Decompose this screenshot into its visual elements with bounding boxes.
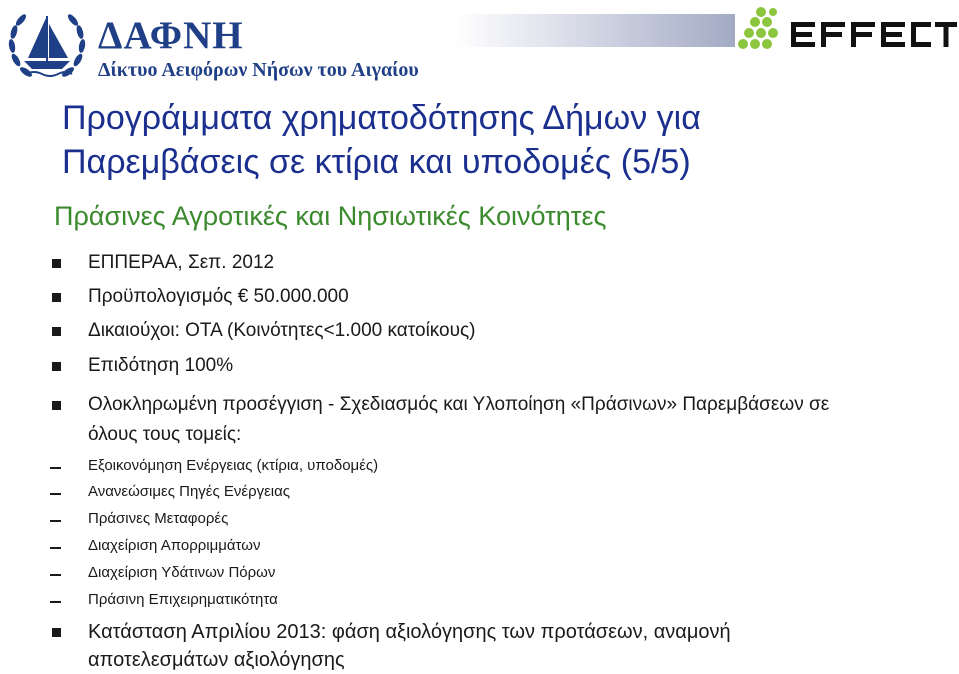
- dash-bullet-icon: [50, 467, 61, 469]
- effect-logo: [735, 4, 957, 58]
- list-item: Δικαιούχοι: ΟΤΑ (Κοινότητες<1.000 κατοίκους): [88, 320, 476, 341]
- list-item: Ολοκληρωμένη προσέγγιση - Σχεδιασμός και Υλοποίηση «Πράσινων» Παρεμβάσεων σε: [88, 394, 830, 415]
- sub-list-item: Διαχείριση Υδάτινων Πόρων: [88, 564, 276, 581]
- status-line: Κατάσταση Απριλίου 2013: φάση αξιολόγησης των προτάσεων, αναμονή: [88, 621, 731, 643]
- sub-list-item: Εξοικονόμηση Ενέργειας (κτίρια, υποδομές): [88, 457, 379, 474]
- list-item: ΕΠΠΕΡΑΑ, Σεπ. 2012: [88, 252, 275, 273]
- list-item: Επιδότηση 100%: [88, 355, 234, 376]
- square-bullet-icon: [52, 259, 61, 268]
- brand-title: ΔΑΦΝΗ: [98, 14, 244, 57]
- slide-title: [62, 96, 942, 184]
- list-item: Προϋπολογισμός € 50.000.000: [88, 286, 349, 307]
- dash-bullet-icon: [50, 520, 61, 522]
- dafni-logo: [6, 8, 454, 84]
- dash-bullet-icon: [50, 493, 61, 495]
- square-bullet-icon: [52, 293, 61, 302]
- square-bullet-icon: [52, 401, 61, 410]
- header: [0, 0, 959, 90]
- sub-list-item: Πράσινες Μεταφορές: [88, 510, 229, 527]
- slide-title-line-1: Προγράμματα χρηματοδότησης Δήμων για: [62, 99, 701, 137]
- slide-title-line-2: Παρεμβάσεις σε κτίρια και υποδομές (5/5): [62, 143, 691, 181]
- sub-list-item: Ανανεώσιμες Πηγές Ενέργειας: [88, 483, 291, 500]
- status-line-continuation: αποτελεσμάτων αξιολόγησης: [88, 649, 345, 671]
- ship-emblem-icon: [6, 8, 88, 84]
- section-subtitle: Πράσινες Αγροτικές και Νησιωτικές Κοινότητες: [54, 201, 607, 231]
- list-item-continuation: όλους τους τομείς:: [88, 424, 242, 445]
- dash-bullet-icon: [50, 547, 61, 549]
- sub-list-item: Πράσινη Επιχειρηματικότητα: [88, 591, 278, 608]
- header-gradient-bar: [455, 14, 735, 47]
- square-bullet-icon: [52, 628, 61, 637]
- square-bullet-icon: [52, 362, 61, 371]
- square-bullet-icon: [52, 327, 61, 336]
- sub-list-item: Διαχείριση Απορριμμάτων: [88, 537, 261, 554]
- brand-subtitle: Δίκτυο Αειφόρων Νήσων του Αιγαίου: [98, 59, 419, 81]
- dash-bullet-icon: [50, 574, 61, 576]
- dash-bullet-icon: [50, 601, 61, 603]
